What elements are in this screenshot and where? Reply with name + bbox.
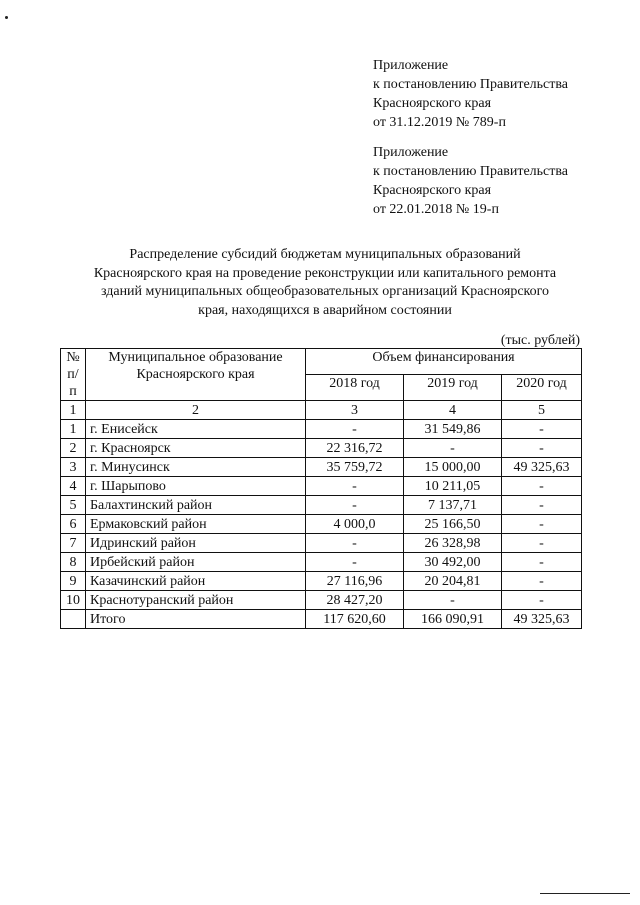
row-2019: 7 137,71 (404, 496, 502, 515)
row-2019: 31 549,86 (404, 420, 502, 439)
funding-table (60, 348, 582, 629)
row-num: 6 (61, 515, 86, 534)
row-2018: 28 427,20 (306, 591, 404, 610)
col-number: 4 (404, 401, 502, 420)
title-line4: края, находящихся в аварийном состоянии (198, 302, 452, 318)
row-2020: - (502, 591, 582, 610)
row-2018: 22 316,72 (306, 439, 404, 458)
row-municipality: Идринский район (86, 534, 306, 553)
row-2020: - (502, 477, 582, 496)
row-municipality: Казачинский район (86, 572, 306, 591)
title-line2: Красноярского края на проведение реконструкции или капитального ремонта (93, 265, 557, 281)
row-2020: - (502, 496, 582, 515)
appendix-original (373, 143, 633, 219)
row-2020: - (502, 439, 582, 458)
row-2019: - (404, 591, 502, 610)
row-2018: - (306, 534, 404, 553)
total-num (61, 610, 86, 629)
appendix-current-line2: к постановлению Правительства (373, 77, 569, 92)
header-municipality: Муниципальное образование Красноярского края (86, 349, 306, 401)
scan-dot (5, 16, 8, 19)
col-number: 2 (86, 401, 306, 420)
document-title (55, 246, 595, 320)
total-2019: 166 090,91 (404, 610, 502, 629)
row-municipality: Балахтинский район (86, 496, 306, 515)
row-2019: 25 166,50 (404, 515, 502, 534)
row-municipality: Краснотуранский район (86, 591, 306, 610)
col-number: 1 (61, 401, 86, 420)
row-2018: - (306, 420, 404, 439)
row-municipality: Ермаковский район (86, 515, 306, 534)
row-2018: 4 000,0 (306, 515, 404, 534)
row-municipality: Ирбейский район (86, 553, 306, 572)
row-2019: 30 492,00 (404, 553, 502, 572)
col-number: 5 (502, 401, 582, 420)
table-row (61, 420, 582, 439)
row-num: 9 (61, 572, 86, 591)
appendix-original-line3: Красноярского края (373, 183, 492, 198)
title-line1: Распределение субсидий бюджетам муниципальных образований (129, 247, 521, 262)
row-2020: - (502, 420, 582, 439)
row-2018: - (306, 496, 404, 515)
row-2020: - (502, 515, 582, 534)
units-label: (тыс. рублей) (500, 333, 580, 348)
header-2020: 2020 год (502, 375, 582, 401)
appendix-current-line3: Красноярского края (373, 96, 492, 111)
row-2020: 49 325,63 (502, 458, 582, 477)
table-row (61, 496, 582, 515)
row-municipality: г. Енисейск (86, 420, 306, 439)
row-2019: - (404, 439, 502, 458)
row-num: 7 (61, 534, 86, 553)
row-num: 10 (61, 591, 86, 610)
row-2018: - (306, 553, 404, 572)
header-2018: 2018 год (306, 375, 404, 401)
table-row (61, 572, 582, 591)
appendix-current (373, 56, 633, 132)
row-2019: 15 000,00 (404, 458, 502, 477)
total-2020: 49 325,63 (502, 610, 582, 629)
total-2018: 117 620,60 (306, 610, 404, 629)
appendix-original-line1: Приложение (373, 145, 449, 160)
appendix-current-line1: Приложение (373, 58, 449, 73)
row-num: 2 (61, 439, 86, 458)
appendix-current-line4: от 31.12.2019 № 789-п (373, 115, 506, 130)
table-row (61, 591, 582, 610)
table-body (61, 420, 582, 629)
row-municipality: г. Шарыпово (86, 477, 306, 496)
row-num: 8 (61, 553, 86, 572)
row-2018: 35 759,72 (306, 458, 404, 477)
row-num: 4 (61, 477, 86, 496)
table-row (61, 534, 582, 553)
row-num: 1 (61, 420, 86, 439)
column-number-row (61, 401, 582, 420)
total-row (61, 610, 582, 629)
row-2020: - (502, 553, 582, 572)
row-municipality: г. Красноярск (86, 439, 306, 458)
col-number: 3 (306, 401, 404, 420)
row-2019: 20 204,81 (404, 572, 502, 591)
footer-rule (540, 893, 630, 894)
row-num: 3 (61, 458, 86, 477)
appendix-original-line2: к постановлению Правительства (373, 164, 569, 179)
table-row (61, 477, 582, 496)
table-row (61, 439, 582, 458)
header-row-top (61, 349, 582, 375)
row-num: 5 (61, 496, 86, 515)
table-row (61, 553, 582, 572)
table-row (61, 458, 582, 477)
table-row (61, 515, 582, 534)
row-2019: 26 328,98 (404, 534, 502, 553)
header-funding: Объем финансирования (306, 349, 582, 375)
appendix-original-line4: от 22.01.2018 № 19-п (373, 202, 499, 217)
row-2018: - (306, 477, 404, 496)
title-line3: зданий муниципальных общеобразовательных организаций Красноярского (100, 284, 550, 299)
header-num: № п/п (61, 349, 86, 401)
row-2019: 10 211,05 (404, 477, 502, 496)
row-2018: 27 116,96 (306, 572, 404, 591)
total-label: Итого (86, 610, 306, 629)
row-2020: - (502, 572, 582, 591)
header-2019: 2019 год (404, 375, 502, 401)
row-2020: - (502, 534, 582, 553)
row-municipality: г. Минусинск (86, 458, 306, 477)
